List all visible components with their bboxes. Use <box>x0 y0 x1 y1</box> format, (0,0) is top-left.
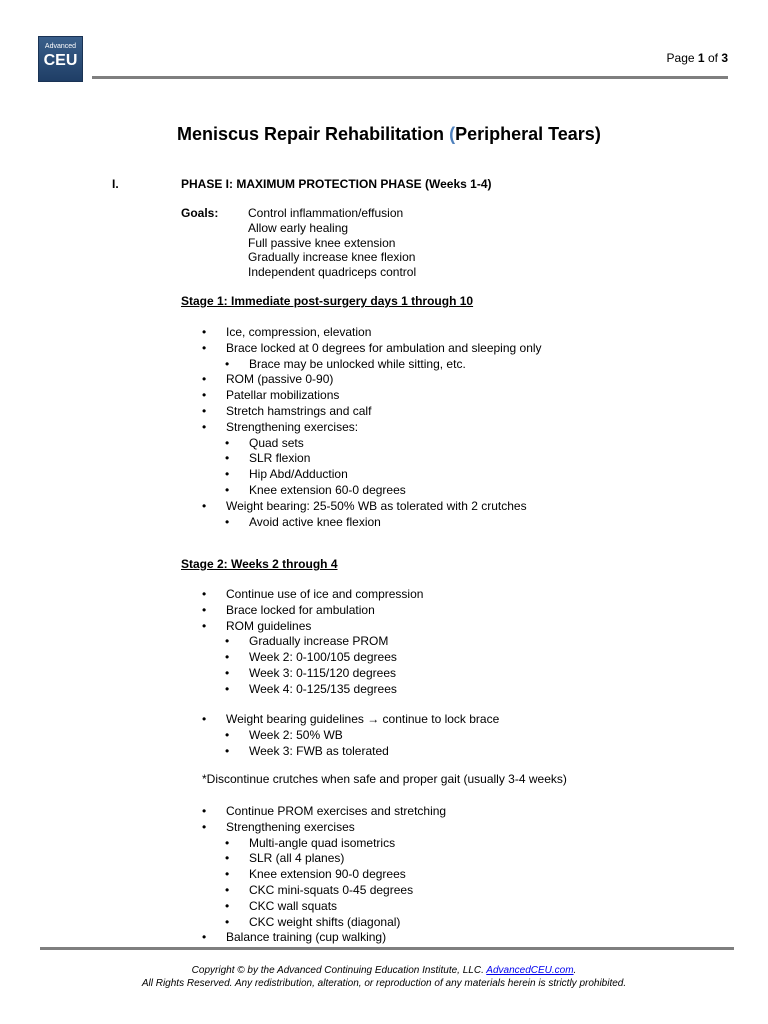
sub-list-item <box>181 634 423 650</box>
list-item <box>181 619 423 635</box>
bullet-icon: • <box>202 587 207 601</box>
list-item <box>181 388 542 404</box>
list-item-text: Week 2: 0-100/105 degrees <box>249 650 397 665</box>
title-main: Meniscus Repair Rehabilitation <box>177 124 445 144</box>
list-item-text: Strengthening exercises: <box>226 419 359 434</box>
sub-list-item <box>181 682 423 698</box>
list-item <box>181 712 499 728</box>
bullet-icon: • <box>202 403 207 418</box>
stage2-list-a <box>181 587 423 698</box>
list-item-text: CKC wall squats <box>249 898 338 913</box>
list-item-text: Balance training (cup walking) <box>226 930 387 945</box>
bullet-icon: • <box>225 867 230 882</box>
list-item-text: ROM (passive 0-90) <box>226 372 334 387</box>
sub-list-item <box>181 851 446 867</box>
stage2-list-b <box>181 712 499 759</box>
advanced-ceu-logo <box>38 36 83 82</box>
logo-big-text: CEU <box>43 52 78 69</box>
bullet-icon: • <box>225 898 230 913</box>
list-item-text: Avoid active knee flexion <box>249 514 381 529</box>
goal-item: Control inflammation/effusion <box>248 206 404 220</box>
list-item-text: Strengthening exercises <box>226 819 355 834</box>
list-item <box>181 820 446 836</box>
list-item-text: Patellar mobilizations <box>226 388 340 403</box>
sub-list-item <box>181 451 542 467</box>
list-item-text: Week 3: 0-115/120 degrees <box>249 665 396 680</box>
goal-item: Allow early healing <box>248 220 349 235</box>
advancedceu-link[interactable]: AdvancedCEU.com <box>486 965 574 976</box>
bullet-icon: • <box>202 372 207 387</box>
list-item <box>181 804 446 820</box>
section-heading: PHASE I: MAXIMUM PROTECTION PHASE (Weeks 1-4) <box>181 177 492 191</box>
crutches-note: *Discontinue crutches when safe and proper gait (usually 3-4 weeks) <box>202 772 567 786</box>
bullet-icon: • <box>225 482 230 497</box>
list-item <box>181 325 542 341</box>
sub-list-item <box>181 867 446 883</box>
header-divider <box>92 76 728 79</box>
list-item-text: Quad sets <box>249 435 304 450</box>
goal-item: Independent quadriceps control <box>248 265 417 280</box>
bullet-icon: • <box>225 743 230 758</box>
list-item <box>181 603 423 619</box>
page-total: 3 <box>721 51 728 65</box>
bullet-icon: • <box>225 914 230 929</box>
list-item-text: Gradually increase PROM <box>249 634 389 649</box>
list-item <box>181 499 542 515</box>
bullet-icon: • <box>225 727 230 742</box>
list-item-text: Continue PROM exercises and stretching <box>226 804 447 818</box>
list-item-text: Weight bearing guidelines → continue to lock brace <box>226 712 500 726</box>
list-item-text: CKC mini-squats 0-45 degrees <box>249 882 414 897</box>
bullet-icon: • <box>202 602 207 617</box>
bullet-icon: • <box>225 634 230 649</box>
page-of: of <box>707 51 718 65</box>
sub-list-item <box>181 515 542 531</box>
bullet-icon: • <box>225 435 230 450</box>
bullet-icon: • <box>225 835 230 850</box>
footer-divider <box>40 947 734 950</box>
list-item-text: Weight bearing: 25-50% WB as tolerated with 2 crutches <box>226 498 527 513</box>
stage1-list <box>181 325 542 530</box>
bullet-icon: • <box>202 930 207 945</box>
title-rest: Peripheral Tears) <box>455 124 601 144</box>
bullet-icon: • <box>225 851 230 866</box>
list-item-text: Brace locked for ambulation <box>226 602 375 617</box>
bullet-icon: • <box>202 388 207 403</box>
bullet-icon: • <box>225 514 230 529</box>
title-paren: ( <box>449 124 456 144</box>
list-item-text: Week 4: 0-125/135 degrees <box>249 681 397 696</box>
list-item-text: Stretch hamstrings and calf <box>226 403 372 418</box>
page-prefix: Page <box>666 51 695 65</box>
stage2-list-c <box>181 804 446 946</box>
sub-list-item <box>181 436 542 452</box>
list-item <box>181 420 542 436</box>
bullet-icon: • <box>202 804 207 818</box>
bullet-icon: • <box>225 665 230 680</box>
list-item <box>181 372 542 388</box>
list-item <box>181 341 542 357</box>
goal-item: Gradually increase knee flexion <box>248 250 416 265</box>
list-item-text: SLR (all 4 planes) <box>249 851 345 866</box>
list-item-text: Knee extension 90-0 degrees <box>249 867 406 882</box>
sub-list-item <box>181 357 542 373</box>
stage1-heading: Stage 1: Immediate post-surgery days 1 through 10 <box>181 294 474 308</box>
list-item-text: Brace locked at 0 degrees for ambulation and sleeping only <box>226 340 542 355</box>
list-item-text: Ice, compression, elevation <box>226 325 372 339</box>
goals-label: Goals: <box>181 206 219 220</box>
sub-list-item <box>181 650 423 666</box>
bullet-icon: • <box>225 451 230 466</box>
list-item-text: CKC weight shifts (diagonal) <box>249 914 401 929</box>
footer-rights: All Rights Reserved. Any redistribution, alteration, or reproduction of any materials herein is strictly prohibited. <box>141 978 627 989</box>
sub-list-item <box>181 883 446 899</box>
bullet-icon: • <box>202 340 207 355</box>
document-title <box>177 124 601 145</box>
bullet-icon: • <box>202 419 207 434</box>
sub-list-item <box>181 899 446 915</box>
list-item-text: Knee extension 60-0 degrees <box>249 482 406 497</box>
sub-list-item <box>181 728 499 744</box>
sub-list-item <box>181 483 542 499</box>
sub-list-item <box>181 915 446 931</box>
list-item-text: SLR flexion <box>249 451 311 466</box>
bullet-icon: • <box>225 356 230 371</box>
list-item <box>181 587 423 603</box>
bullet-icon: • <box>202 712 207 726</box>
bullet-icon: • <box>225 650 230 665</box>
sub-list-item <box>181 836 446 852</box>
bullet-icon: • <box>225 882 230 897</box>
list-item-text: Week 3: FWB as tolerated <box>249 743 389 758</box>
sub-list-item <box>181 744 499 760</box>
bullet-icon: • <box>202 498 207 513</box>
goals-list <box>248 206 416 280</box>
page-current: 1 <box>697 51 705 65</box>
bullet-icon: • <box>202 819 207 834</box>
copyright-period: . <box>573 965 577 976</box>
list-item <box>181 404 542 420</box>
stage2-heading: Stage 2: Weeks 2 through 4 <box>181 557 338 571</box>
list-item <box>181 930 446 946</box>
list-item-text: ROM guidelines <box>226 618 312 633</box>
goal-item: Full passive knee extension <box>248 235 396 250</box>
list-item-text: Brace may be unlocked while sitting, etc. <box>249 356 466 371</box>
sub-list-item <box>181 467 542 483</box>
sub-list-item <box>181 666 423 682</box>
bullet-icon: • <box>202 325 207 339</box>
section-numeral: I. <box>112 177 119 191</box>
copyright-text: Copyright © by the Advanced Continuing Education Institute, LLC. <box>191 965 484 976</box>
list-item-text: Multi-angle quad isometrics <box>249 835 396 850</box>
list-item-text: Hip Abd/Adduction <box>249 467 348 482</box>
bullet-icon: • <box>225 681 230 696</box>
page-indicator <box>667 51 728 65</box>
list-item-text: Continue use of ice and compression <box>226 587 424 601</box>
bullet-icon: • <box>202 618 207 633</box>
footer-copyright <box>0 964 768 977</box>
list-item-text: Week 2: 50% WB <box>249 727 343 742</box>
logo-small-text: Advanced <box>44 43 77 50</box>
bullet-icon: • <box>225 467 230 482</box>
